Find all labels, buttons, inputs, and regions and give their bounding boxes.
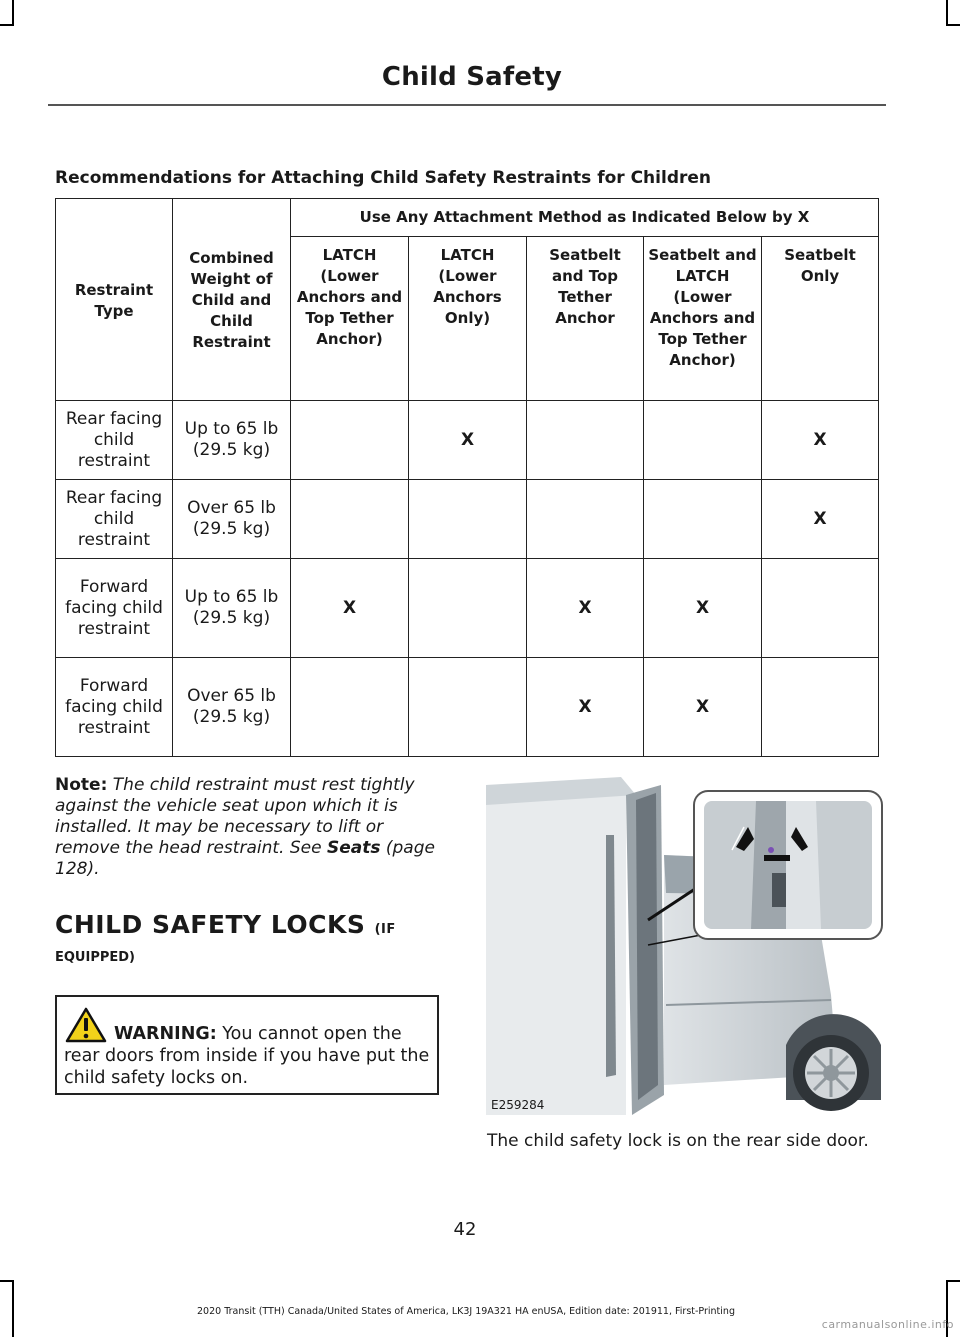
section-suffix-line2: EQUIPPED) xyxy=(55,950,135,965)
cell-mark xyxy=(644,401,762,480)
cell-mark xyxy=(291,401,409,480)
crop-mark xyxy=(946,0,948,26)
cell-mark: X xyxy=(527,658,644,757)
cell-mark xyxy=(291,658,409,757)
header-combined-weight: Combined Weight of Child and Child Restraint xyxy=(173,199,291,401)
section-suffix: (IF xyxy=(374,922,396,937)
figure-id: E259284 xyxy=(491,1098,545,1112)
note-label: Note: xyxy=(55,775,108,795)
cell-mark xyxy=(291,480,409,559)
table-row xyxy=(56,658,879,757)
note-page-ref: (page 128). xyxy=(55,838,435,879)
cell-restraint-type: Rear facing child restraint xyxy=(56,480,173,559)
footer-text: 2020 Transit (TTH) Canada/United States of America, LK3J 19A321 HA enUSA, Edition date: 201911, First-Printing xyxy=(197,1306,735,1317)
figure-caption: The child safety lock is on the rear side door. xyxy=(487,1131,869,1151)
header-method: Seatbelt Only xyxy=(762,237,879,401)
crop-mark xyxy=(12,0,14,26)
header-method: LATCH (Lower Anchors and Top Tether Anchor) xyxy=(291,237,409,401)
cell-mark: X xyxy=(527,559,644,658)
section-heading xyxy=(55,910,396,939)
header-divider xyxy=(48,104,886,106)
note-text: The child restraint must rest tightly against the vehicle seat upon which it is installed. It may be necessary to lift or remove the head restraint. See xyxy=(55,775,415,858)
crop-mark xyxy=(946,1280,960,1282)
header-method: Seatbelt and LATCH (Lower Anchors and Top Tether Anchor) xyxy=(644,237,762,401)
recommendations-table xyxy=(55,198,879,757)
cell-restraint-type: Forward facing child restraint xyxy=(56,658,173,757)
header-restraint-type: Restraint Type xyxy=(56,199,173,401)
cell-mark: X xyxy=(762,401,879,480)
cell-mark xyxy=(527,401,644,480)
note-paragraph xyxy=(55,775,450,880)
seats-link[interactable]: Seats xyxy=(326,838,381,858)
cell-mark xyxy=(762,658,879,757)
header-method: Seatbelt and Top Tether Anchor xyxy=(527,237,644,401)
cell-mark: X xyxy=(644,658,762,757)
cell-mark xyxy=(409,658,527,757)
crop-mark xyxy=(0,24,14,26)
cell-mark xyxy=(762,559,879,658)
table-row xyxy=(56,480,879,559)
table-row xyxy=(56,559,879,658)
table-title: Recommendations for Attaching Child Safety Restraints for Children xyxy=(55,168,712,188)
warning-label: WARNING: xyxy=(114,1024,217,1044)
header-attachment-group: Use Any Attachment Method as Indicated Below by X xyxy=(291,199,879,237)
page-number: 42 xyxy=(453,1219,477,1240)
crop-mark xyxy=(946,24,960,26)
cell-weight: Up to 65 lb (29.5 kg) xyxy=(173,559,291,658)
cell-mark xyxy=(409,480,527,559)
cell-weight: Up to 65 lb (29.5 kg) xyxy=(173,401,291,480)
table-row xyxy=(56,401,879,480)
cell-mark: X xyxy=(644,559,762,658)
crop-mark xyxy=(0,1280,14,1282)
cell-weight: Over 65 lb (29.5 kg) xyxy=(173,480,291,559)
cell-mark: X xyxy=(409,401,527,480)
section-title: CHILD SAFETY LOCKS xyxy=(55,910,366,939)
warning-text-block xyxy=(64,1023,432,1089)
cell-mark xyxy=(527,480,644,559)
cell-weight: Over 65 lb (29.5 kg) xyxy=(173,658,291,757)
cell-mark xyxy=(409,559,527,658)
watermark: carmanualsonline.info xyxy=(821,1318,954,1331)
warning-text: You cannot open the rear doors from inside if you have put the child safety locks on. xyxy=(64,1024,430,1088)
cell-mark: X xyxy=(291,559,409,658)
cell-mark: X xyxy=(762,480,879,559)
warning-box xyxy=(55,995,439,1095)
cell-restraint-type: Forward facing child restraint xyxy=(56,559,173,658)
page-title: Child Safety xyxy=(381,62,562,92)
header-method: LATCH (Lower Anchors Only) xyxy=(409,237,527,401)
child-safety-lock-illustration xyxy=(486,755,886,1120)
cell-restraint-type: Rear facing child restraint xyxy=(56,401,173,480)
cell-mark xyxy=(644,480,762,559)
